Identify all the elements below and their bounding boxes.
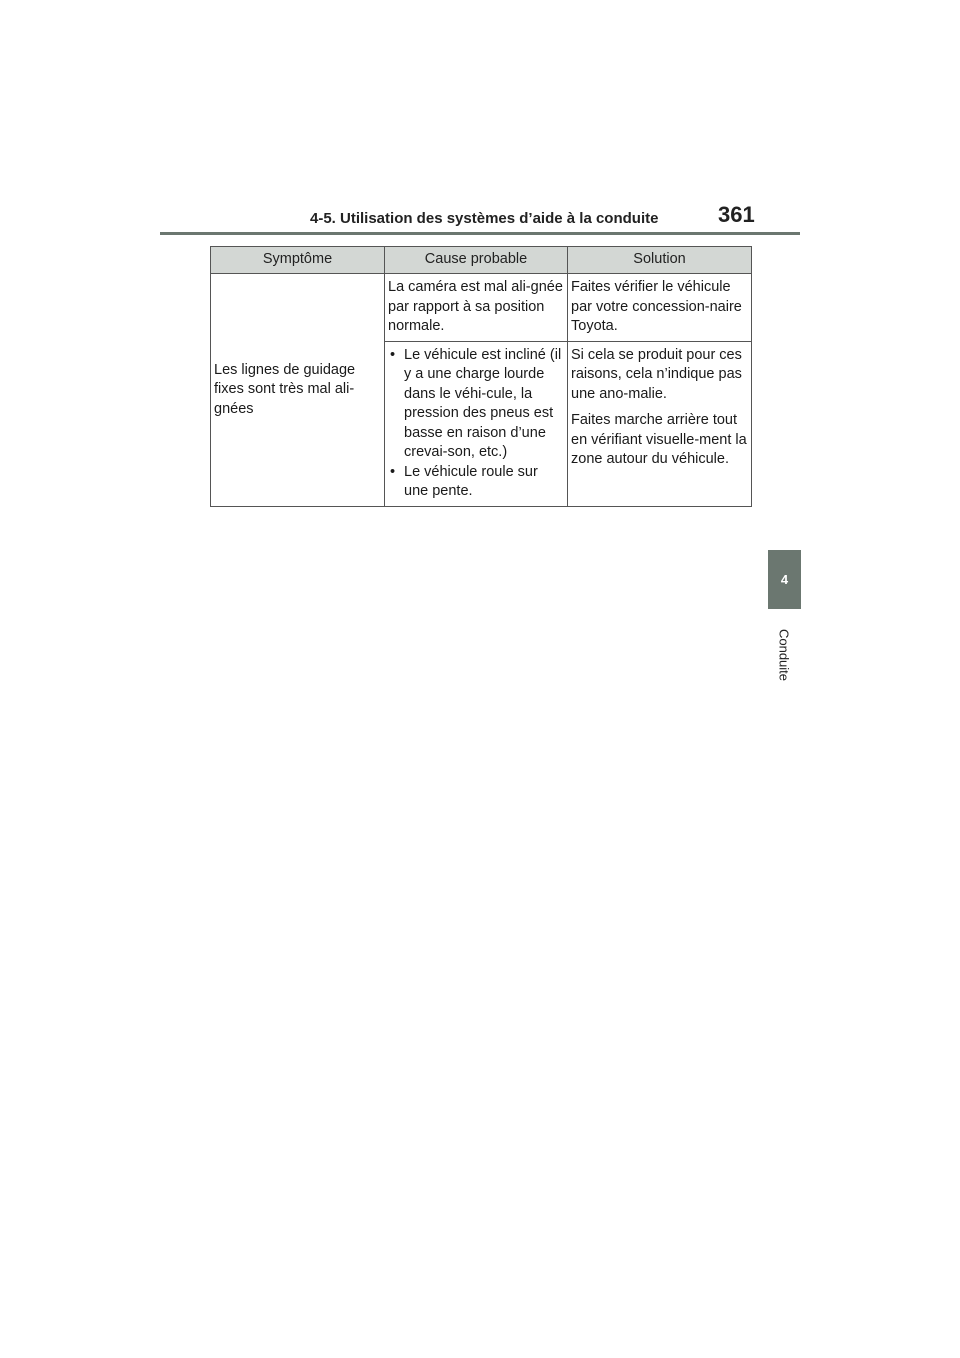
- column-header-symptom: Symptôme: [211, 247, 385, 274]
- solution-cell: [568, 341, 752, 506]
- column-header-cause: Cause probable: [385, 247, 568, 274]
- chapter-number: 4: [780, 572, 789, 587]
- solution-paragraph: Si cela se produit pour ces raisons, cela n’indique pas une ano-malie.: [571, 346, 742, 402]
- list-item-text: Le véhicule roule sur une pente.: [404, 463, 538, 499]
- solution-cell: Faites vérifier le véhicule par votre concession-naire Toyota.: [568, 274, 752, 342]
- cause-cell: [385, 341, 568, 506]
- list-item: [388, 346, 565, 463]
- table-row: [211, 274, 752, 342]
- cause-list: [388, 346, 565, 502]
- header-rule: [160, 232, 800, 235]
- symptom-cell: Les lignes de guidage fixes sont très mal ali-gnées: [211, 274, 385, 507]
- troubleshooting-table: [210, 246, 752, 507]
- list-item: [388, 463, 565, 502]
- list-item-text: Le véhicule est incliné (il y a une charge lourde dans le véhi-cule, la pression des pneus est basse en raison d’une crevai-son, etc.): [404, 346, 562, 460]
- chapter-label: Conduite: [776, 628, 792, 682]
- cause-cell: La caméra est mal ali-gnée par rapport à sa position normale.: [385, 274, 568, 342]
- solution-paragraph: Faites marche arrière tout en vérifiant visuelle-ment la zone autour du véhicule.: [571, 412, 747, 467]
- table-header-row: [211, 247, 752, 274]
- page-number: 361: [718, 202, 755, 227]
- chapter-tab: [768, 550, 801, 609]
- page-header: [160, 200, 800, 234]
- section-title: 4-5. Utilisation des systèmes d’aide à la conduite: [310, 210, 659, 227]
- column-header-solution: Solution: [568, 247, 752, 274]
- bullet-icon: •: [390, 346, 396, 363]
- bullet-icon: •: [390, 463, 396, 480]
